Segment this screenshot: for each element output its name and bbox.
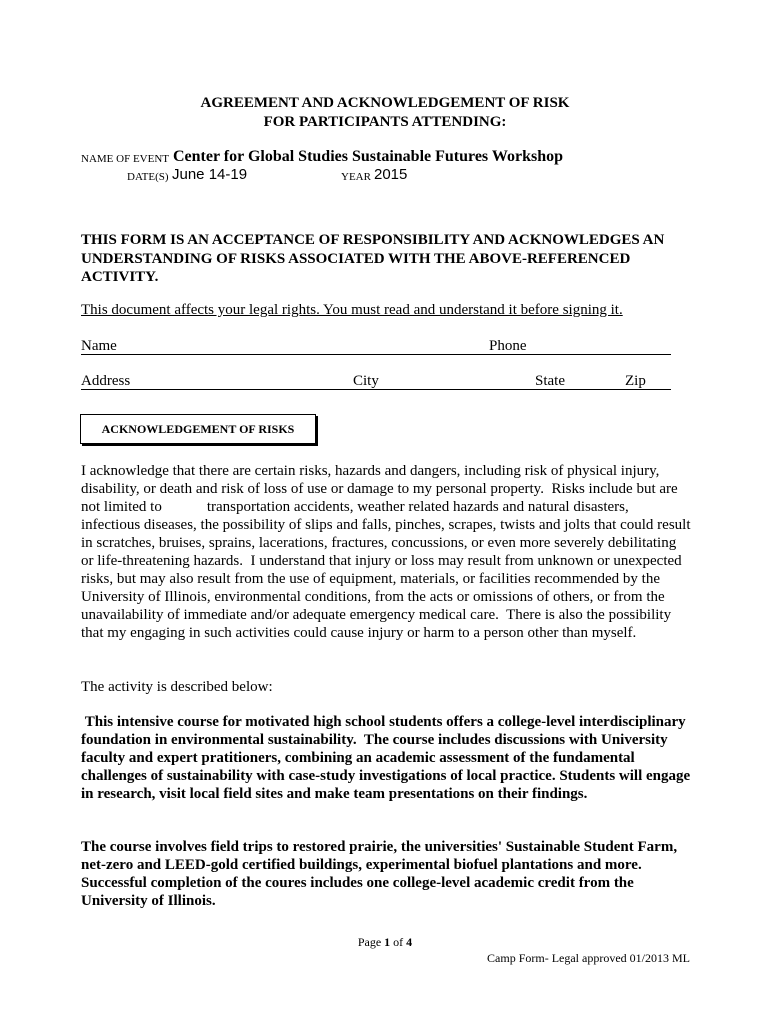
form-approval-note: Camp Form- Legal approved 01/2013 ML bbox=[487, 951, 690, 965]
state-field[interactable] bbox=[570, 373, 620, 390]
name-field-label: Name bbox=[81, 338, 117, 354]
legal-notice: This document affects your legal rights. You must read and understand it before signing it. bbox=[81, 302, 623, 318]
city-field-label: City bbox=[353, 373, 379, 389]
year-value: 2015 bbox=[374, 166, 408, 183]
page-number bbox=[0, 935, 770, 950]
responsibility-heading: THIS FORM IS AN ACCEPTANCE OF RESPONSIBILITY AND ACKNOWLEDGES AN UNDERSTANDING OF RISKS ASSOCIATED WITH THE ABOVE-REFERENCED ACTIVITY. bbox=[81, 232, 665, 285]
name-field[interactable] bbox=[121, 338, 481, 355]
zip-field[interactable] bbox=[648, 373, 671, 390]
phone-field[interactable] bbox=[530, 338, 670, 355]
activity-intro: The activity is described below: bbox=[81, 679, 273, 695]
document-title-line2: FOR PARTICIPANTS ATTENDING: bbox=[263, 114, 507, 130]
page-total: 4 bbox=[406, 935, 413, 949]
document-title-line1: AGREEMENT AND ACKNOWLEDGEMENT OF RISK bbox=[200, 95, 570, 111]
dates-label: DATE(S) bbox=[127, 171, 169, 183]
city-field[interactable] bbox=[382, 373, 527, 390]
acknowledgement-section-box: ACKNOWLEDGEMENT OF RISKS bbox=[80, 414, 316, 444]
acknowledgement-paragraph: I acknowledge that there are certain risks, hazards and dangers, including risk of physical injury, disability, or death and risk of loss of use or damage to my personal property. Risks include but are not limited to transportation accidents, weather related hazards and natural disasters, infectious diseases, the possibility of slips and falls, pinches, scrapes, twists and jolts that could result in scratches, bruises, sprains, lacerations, fractures, concussions, or even more severely debilitating or life-threatening hazards. I understand that injury or loss may result from unknown or unexpected risks, but may also result from the use of equipment, materials, or facilities recommended by the University of Illinois, environmental conditions, from the acts or omissions of others, or from the unavailability of immediate and/or adequate emergency medical care. There is also the possibility that my engaging in such activities could cause injury or harm to a person other than myself. bbox=[81, 463, 695, 641]
address-field[interactable] bbox=[135, 373, 345, 390]
activity-description-1: This intensive course for motivated high school students offers a college-level interdisciplinary foundation in environmental sustainability. The course includes discussions with University faculty and expert pratitioners, combining an academic assessment of the fundamental challenges of sustainability with case-study investigations of local practice. Students will engage in research, visit local field sites and make team presentations on their findings. bbox=[81, 714, 694, 802]
dates-value: June 14-19 bbox=[172, 166, 248, 183]
zip-field-label: Zip bbox=[625, 373, 646, 389]
page-of: of bbox=[390, 935, 407, 949]
address-field-label: Address bbox=[81, 373, 131, 389]
state-field-label: State bbox=[535, 373, 565, 389]
page-current: 1 bbox=[384, 935, 391, 949]
year-label: YEAR bbox=[341, 171, 371, 183]
page-prefix: Page bbox=[357, 935, 385, 949]
event-name-label: NAME OF EVENT bbox=[81, 153, 169, 165]
phone-field-label: Phone bbox=[489, 338, 527, 354]
activity-description-2: The course involves field trips to restored prairie, the universities' Sustainable Student Farm, net-zero and LEED-gold certified buildings, experimental biofuel plantations and more. Successful completion of the coures includes one college-level academic credit from the University of Illinois. bbox=[81, 839, 678, 909]
event-name-value: Center for Global Studies Sustainable Futures Workshop bbox=[173, 148, 563, 165]
